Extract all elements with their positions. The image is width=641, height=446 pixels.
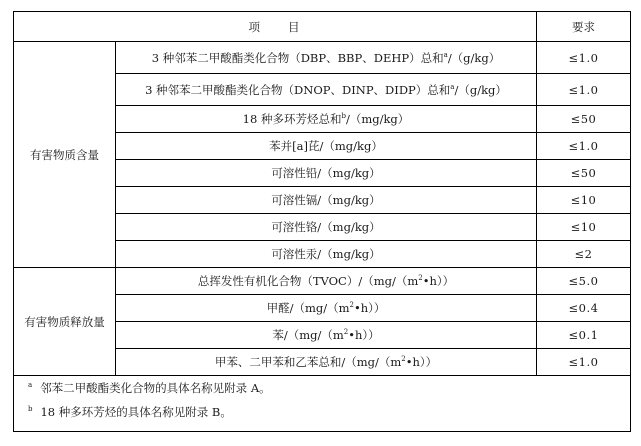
value-cell: ≤2	[537, 241, 631, 268]
value-cell: ≤1.0	[537, 74, 631, 106]
value-cell: ≤0.1	[537, 322, 631, 349]
item-cell: 可溶性镉/（mg/kg）	[116, 187, 537, 214]
item-cell: 苯并[a]芘/（mg/kg）	[116, 133, 537, 160]
requirements-table	[13, 11, 631, 432]
footnote-mark: b	[28, 405, 33, 414]
table-row	[14, 42, 631, 74]
header-item	[14, 12, 537, 42]
item-cell: 可溶性铅/（mg/kg）	[116, 160, 537, 187]
item-cell: 18 种多环芳烃总和$^b$/（mg/kg）	[116, 106, 537, 133]
footnote-mark: b	[341, 112, 346, 121]
superscript: 2	[343, 328, 349, 337]
item-cell: 甲醛$/(mg/(m^2•h))$	[116, 295, 537, 322]
header-item-label-a: 项	[248, 19, 262, 34]
item-cell: 3 种邻苯二甲酸酯类化合物（DNOP、DINP、DIDP）总和$^a$/（g/kg）	[116, 74, 537, 106]
superscript: 2	[418, 274, 423, 283]
item-cell: 总挥发性有机化合物$(TVOC)/(mg/(m^2•h))$	[116, 268, 537, 295]
item-cell: 3 种邻苯二甲酸酯类化合物（DBP、BBP、DEHP）总和$^a$/（g/kg）	[116, 42, 537, 74]
footnote-b: $^b$ 18 种多环芳烃的具体名称见附录 B。	[28, 405, 232, 419]
group-label: 有害物质释放量	[14, 268, 116, 376]
value-cell: ≤1.0	[537, 42, 631, 74]
header-item-label-b: 目	[288, 19, 302, 34]
value-cell: ≤0.4	[537, 295, 631, 322]
table-row	[14, 268, 631, 295]
footnote-mark: a	[450, 82, 455, 91]
superscript: 2	[401, 355, 406, 364]
footnotes	[14, 376, 631, 432]
item-cell: 可溶性汞/（mg/kg）	[116, 241, 537, 268]
value-cell: ≤1.0	[537, 133, 631, 160]
value-cell: ≤5.0	[537, 268, 631, 295]
group-label: 有害物质含量	[14, 42, 116, 268]
value-cell: ≤50	[537, 106, 631, 133]
header-requirement: 要求	[537, 12, 631, 42]
footnote-mark: a	[443, 50, 448, 59]
item-cell: 苯$/(mg/(m^2•h))$	[116, 322, 537, 349]
value-cell: ≤10	[537, 187, 631, 214]
footnote-a: $^a$ 邻苯二甲酸酯类化合物的具体名称见附录 A。	[28, 381, 271, 395]
footnotes-row	[14, 376, 631, 432]
footnote-mark: a	[28, 381, 33, 390]
table-header-row	[14, 12, 631, 42]
item-cell: 甲苯、二甲苯和乙苯总和$/(mg/(m^2•h))$	[116, 349, 537, 376]
value-cell: ≤1.0	[537, 349, 631, 376]
item-cell: 可溶性铬/（mg/kg）	[116, 214, 537, 241]
value-cell: ≤10	[537, 214, 631, 241]
superscript: 2	[349, 301, 354, 310]
value-cell: ≤50	[537, 160, 631, 187]
